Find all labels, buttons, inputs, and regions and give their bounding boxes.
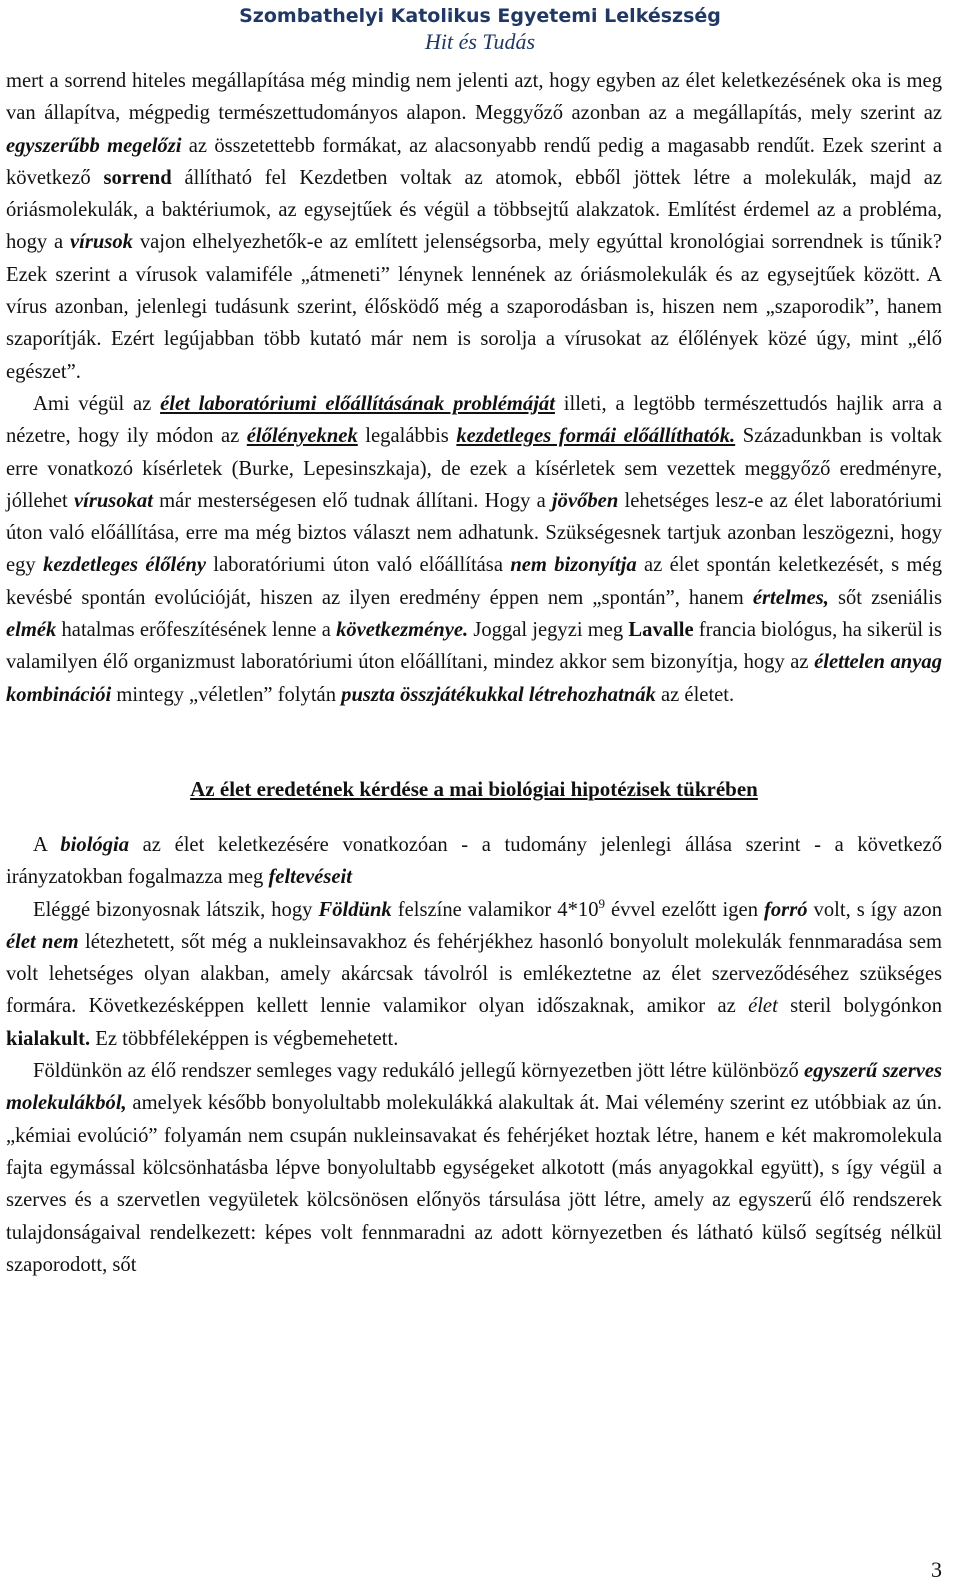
emphasized-text: nem bizonyítja [510, 554, 637, 577]
header-organization: Szombathelyi Katolikus Egyetemi Lelkészség [239, 5, 721, 27]
emphasized-text: egyszerű szerves molekulákból, [6, 1060, 942, 1115]
text-run: Ami végül az [33, 392, 161, 415]
text-run: volt, s így azon [807, 898, 942, 921]
text-run: laboratóriumi úton való előállítása [205, 554, 511, 577]
paragraphs-before-heading [6, 65, 942, 711]
paragraph [6, 1055, 942, 1281]
page-header [0, 0, 960, 56]
emphasized-text: élettelen anyag kombinációi [6, 651, 942, 706]
text-run: vajon elhelyezhetők-e az említett jelenségsorba, mely egyúttal kronológiai sorrendnek is tűnik? Ezek szerint a vírusok valamiféle „átmeneti” lénynek lennének az óriásmolekulák és az egysejtűek között. A vírus azonban, jelenlegi tudásunk szerint, élősködő még a szaporodásban is, hiszen nem „szaporodik”, hanem szaporítják. Ezért legújabban több kutató már nem is sorolja a vírusokat az élőlények közé úgy, mint „élő egészet”. [6, 231, 942, 383]
text-run: illeti, a legtöbb természettudós hajlik arra a nézetre, hogy ily módon az [6, 392, 943, 448]
text-run: francia biológus, ha sikerül is valamilyen élő organizmust laboratóriumi úton előállítani, mindez akkor sem bizonyítja, hogy az [6, 619, 942, 674]
emphasized-text: jövőben [551, 489, 619, 512]
text-run: Századunkban is voltak erre vonatkozó kísérletek (Burke, Lepesinszkaja), de ezek a kísérletek sem vezettek meggyőző eredményre, jóllehet [6, 425, 942, 512]
document-body [6, 65, 942, 1281]
text-run: felszíne valamikor 4*10 [391, 898, 599, 921]
emphasized-text: kialakult. [6, 1027, 91, 1050]
text-run: lehetséges lesz-e az élet laboratóriumi úton való előállítása, erre ma még biztos választ nem adhatunk. Szükségesnek tartjuk azonban leszögezni, hogy egy [6, 489, 943, 577]
emphasized-text: egyszerűbb megelőzi [6, 134, 182, 157]
emphasized-text: élet [748, 995, 778, 1018]
text-run: hatalmas erőfeszítésének lenne a [56, 619, 337, 642]
header-subtitle: Hit és Tudás [424, 29, 536, 54]
text-run: Eléggé bizonyosnak látszik, hogy [33, 898, 319, 921]
text-run: Ez többféleképpen is végbemehetett. [90, 1027, 399, 1050]
emphasized-text: puszta összjátékukkal létrehozhatnák [341, 683, 656, 706]
emphasized-text: kezdetleges formái előállíthatók. [456, 425, 736, 448]
text-run: az élet spontán keletkezését, s még kevésbé spontán evolúcióját, hiszen az ilyen eredmény éppen nem „spontán”, hanem [6, 554, 942, 609]
text-run: A [33, 833, 61, 856]
paragraphs-after-heading [6, 829, 942, 1281]
emphasized-text: feltevéseit [268, 866, 352, 889]
emphasized-text: elmék [6, 619, 57, 642]
section-heading: Az élet eredetének kérdése a mai biológiai hipotézisek tükrében [190, 776, 758, 801]
text-run: az élet keletkezésére vonatkozóan - a tudomány jelenlegi állása szerint - a következő irányzatokban fogalmazza meg [6, 833, 942, 889]
emphasized-text: sorrend [103, 166, 172, 189]
text-run: évvel ezelőtt igen [605, 898, 765, 921]
paragraph [6, 388, 942, 711]
text-run: sőt zseniális [828, 586, 942, 609]
emphasized-text: Földünk [318, 898, 392, 921]
text-run: az összetettebb formákat, az alacsonyabb rendű pedig a magasabb rendűt. Ezek szerint a következő [6, 134, 942, 189]
paragraph [6, 65, 942, 388]
emphasized-text: forró [764, 898, 808, 921]
paragraph [6, 894, 942, 1055]
superscript: 9 [598, 895, 605, 911]
emphasized-text: élet laboratóriumi előállításának problémáját [160, 392, 555, 415]
text-run: Joggal jegyzi meg [468, 619, 629, 642]
paragraph [6, 829, 942, 894]
text-run: állítható fel Kezdetben voltak az atomok, ebből jöttek létre a molekulák, majd az óriásmolekulák, a baktériumok, az egysejtűek és végül a többsejtű alakzatok. Említést érdemel az a probléma, hogy a [6, 166, 943, 254]
emphasized-text: értelmes, [752, 586, 829, 609]
text-run: steril bolygónkon [777, 995, 942, 1018]
text-run: az életet. [655, 683, 735, 706]
emphasized-text: kezdetleges élőlény [43, 554, 206, 577]
text-run: mert a sorrend hiteles megállapítása még mindig nem jelenti azt, hogy egyben az élet keletkezésének oka is meg van állapítva, mégpedig természettudományos alapon. Meggyőző azonban az a megállapítás, mely szerint az [6, 70, 942, 125]
text-run: legalábbis [357, 425, 457, 448]
emphasized-text: élőlényeknek [246, 425, 358, 448]
emphasized-text: vírusokat [73, 489, 153, 512]
text-run: Földünkön az élő rendszer semleges vagy redukáló jellegű környezetben jött létre különböző [33, 1060, 805, 1083]
page-number: 3 [931, 1557, 942, 1582]
emphasized-text: vírusok [70, 231, 133, 254]
emphasized-text: biológia [60, 833, 130, 856]
text-run: mintegy „véletlen” folytán [111, 683, 342, 706]
emphasized-text: Lavalle [628, 619, 694, 642]
emphasized-text: következménye. [336, 619, 469, 642]
text-run: már mesterségesen elő tudnak állítani. Hogy a [152, 489, 552, 512]
emphasized-text: élet nem [6, 930, 79, 953]
text-run: létezhetett, sőt még a nukleinsavakhoz és fehérjékhez hasonló bonyolult molekulák fennmaradása sem volt lehetséges olyan alakban, amely akárcsak távolról is emlékeztetne az élet szerveződéséhez szükséges formára. Következésképpen kellett lennie valamikor olyan időszaknak, amikor az [6, 930, 942, 1018]
text-run: amelyek később bonyolultabb molekulákká alakultak át. Mai vélemény szerint ez utóbbiak az ún. „kémiai evolúció” folyamán nem csupán nukleinsavakat és fehérjéket hoztak létre, hanem e két makromolekula fajta egymással kölcsönhatásba lépve bonyolultabb egységeket alkotott (más anyagokkal együtt), s így végül a szerves és a szervetlen vegyületek kölcsönösen előnyös társulása jött létre, amely az egyszerű élő rendszerek tulajdonságaival rendelkezett: képes volt fennmaradni az adott környezetben és látható külső segítség nélkül szaporodott, sőt [6, 1092, 942, 1276]
